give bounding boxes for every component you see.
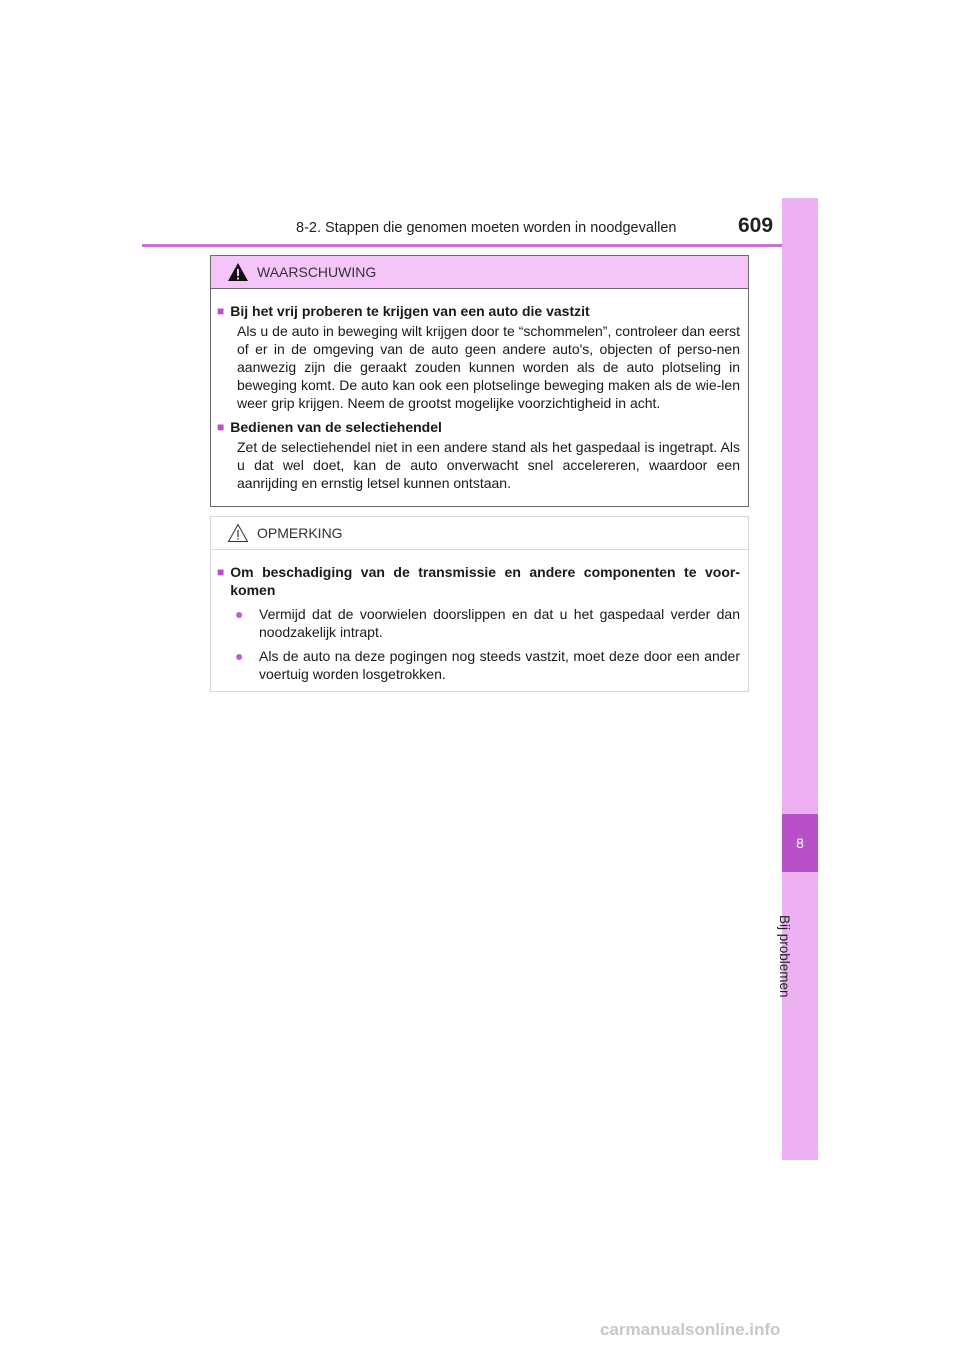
warning-item-heading-text: Bedienen van de selectiehendel (230, 419, 442, 435)
header-rule (142, 244, 818, 247)
notice-title: OPMERKING (257, 525, 343, 541)
notice-heading-text: Om beschadiging van de transmissie en andere componenten te voor-komen (230, 564, 740, 598)
list-item-text: Als de auto na deze pogingen nog steeds vastzit, moet deze door een ander voertuig worden losgetrokken. (259, 648, 740, 682)
warning-title: WAARSCHUWING (257, 264, 377, 280)
warning-item-heading (217, 302, 740, 320)
side-tab (782, 198, 818, 1160)
side-tab-chapter-label: Bij problemen (777, 915, 792, 998)
warning-item-heading-text: Bij het vrij proberen te krijgen van een auto die vastzit (230, 303, 590, 319)
warning-item (217, 302, 740, 412)
warning-item-heading (217, 418, 740, 436)
warning-triangle-icon (227, 262, 249, 282)
notice-body (211, 550, 748, 683)
round-bullet-icon: ● (235, 648, 244, 664)
warning-item-text: Als u de auto in beweging wilt krijgen door te “schommelen”, controleer dan eerst of er in de omgeving van de auto geen andere auto's, objecten of perso-nen aanwezig zijn die geraakt zouden kunnen worden als de auto plotseling in beweging komt. De auto kan ook een plotselinge beweging maken als de wie-len weer grip krijgen. Neem de grootst mogelijke voorzichtigheid in acht. (237, 323, 740, 411)
square-bullet-icon: ■ (217, 420, 225, 434)
list-item-text: Vermijd dat de voorwielen doorslippen en dat u het gaspedaal verder dan noodzakelijk intrapt. (259, 606, 740, 640)
watermark: carmanualsonline.info (600, 1320, 781, 1339)
notice-header (211, 517, 748, 550)
square-bullet-icon: ■ (217, 565, 225, 579)
header-section-title: 8-2. Stappen die genomen moeten worden in noodgevallen (296, 220, 677, 236)
warning-body (211, 289, 748, 492)
warning-box (210, 255, 749, 507)
warning-header (211, 256, 748, 289)
list-item (217, 605, 740, 641)
list-item (217, 647, 740, 683)
page-number: 609 (738, 214, 774, 237)
square-bullet-icon: ■ (217, 304, 225, 318)
notice-heading (217, 563, 740, 599)
side-tab-chapter-number: 8 (782, 814, 818, 872)
notice-triangle-icon (227, 523, 249, 543)
warning-item-text: Zet de selectiehendel niet in een andere stand als het gaspedaal is ingetrapt. Als u dat wel doet, kan de auto onverwacht snel accelereren, waardoor een aanrijding en ernstig letsel kunnen ontstaan. (237, 439, 740, 491)
round-bullet-icon: ● (235, 606, 244, 622)
warning-item (217, 418, 740, 492)
notice-box (210, 516, 749, 692)
